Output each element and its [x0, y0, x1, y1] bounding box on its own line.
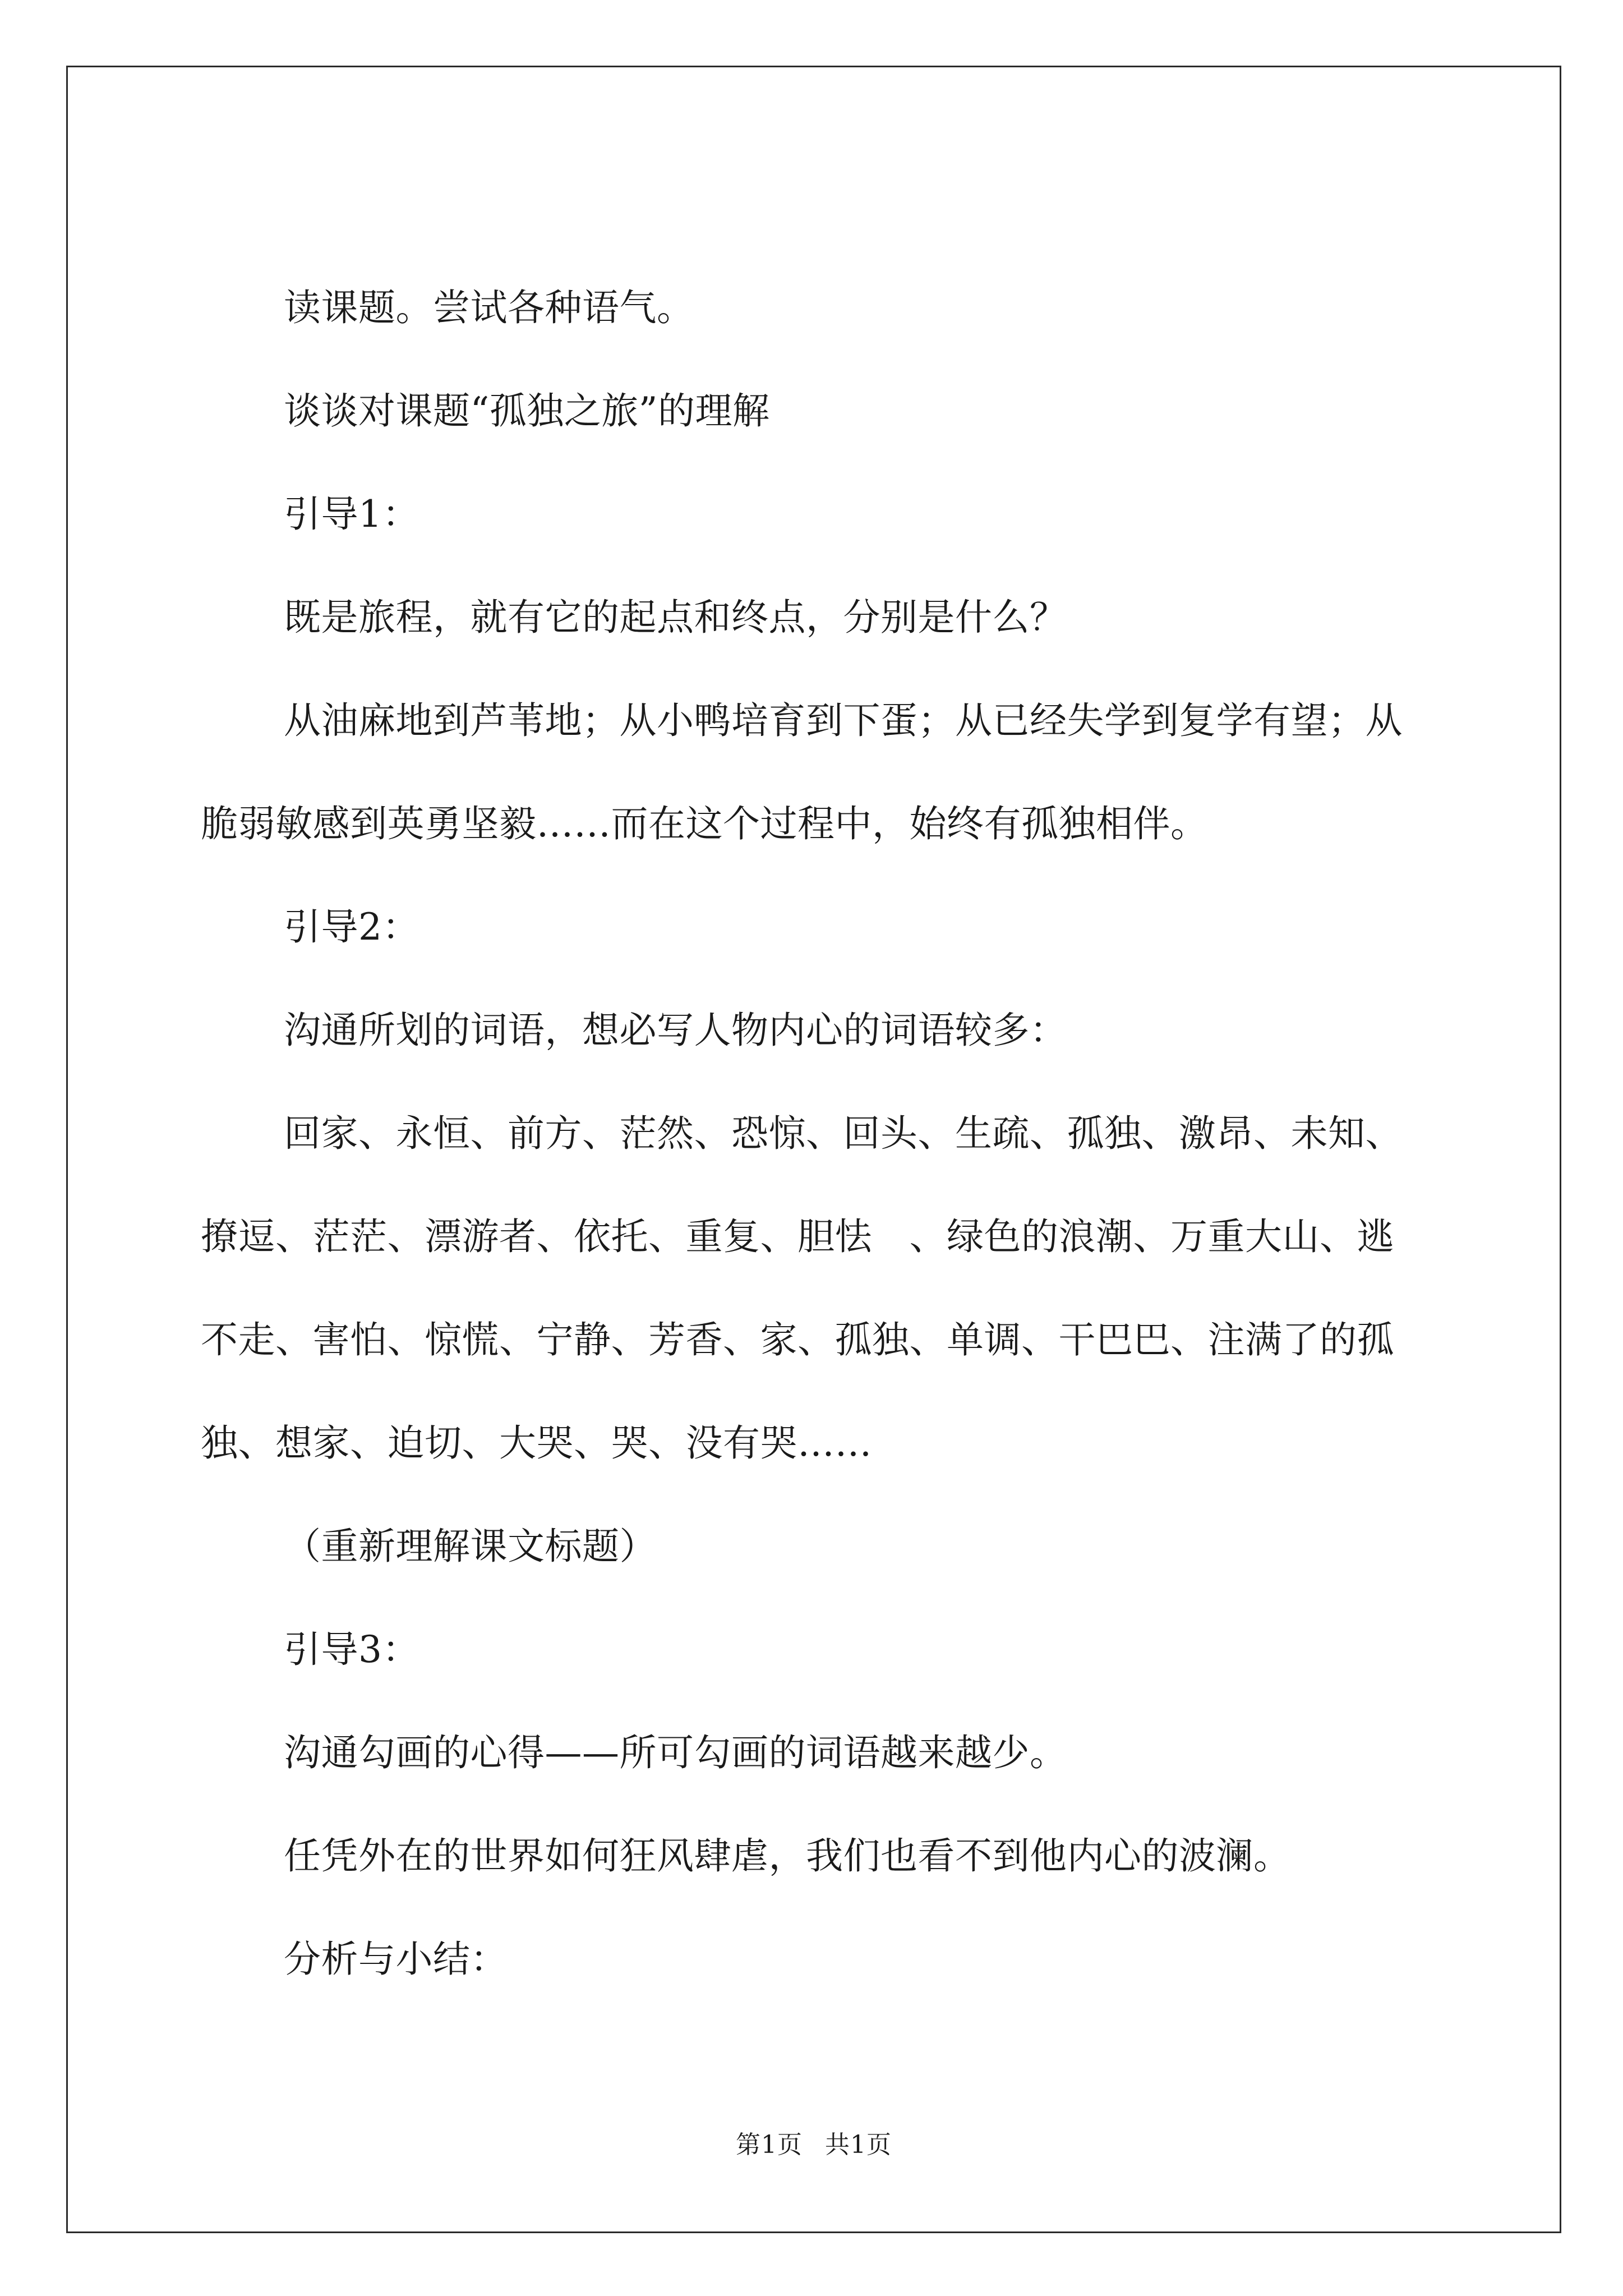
paragraph: 沟通勾画的心得——所可勾画的词语越来越少。 — [284, 1731, 1067, 1774]
paragraph: 引导1： — [284, 493, 419, 536]
paragraph: 引导3： — [284, 1628, 419, 1671]
page-footer — [68, 2124, 1560, 2160]
paragraph: 沟通所划的词语，想必写人物内心的词语较多： — [284, 1009, 1067, 1052]
paragraph: 引导2： — [284, 905, 419, 949]
paragraph: 分析与小结： — [284, 1938, 508, 1981]
paragraph: 从油麻地到芦苇地；从小鸭培育到下蛋；从已经失学到复学有望；从脆弱敏感到英勇坚毅……而在这个过程中，始终有孤独相伴。 — [201, 699, 1403, 845]
paragraph: 既是旅程，就有它的起点和终点，分别是什么？ — [284, 596, 1067, 639]
document-body — [68, 67, 1560, 2231]
page-frame — [66, 66, 1561, 2233]
page-total: 共1页 — [825, 2131, 892, 2159]
paragraph: 读课题。尝试各种语气。 — [284, 286, 694, 329]
paragraph: 回家、永恒、前方、茫然、恐惊、回头、生疏、孤独、激昂、未知、撩逗、茫茫、漂游者、依托、重复、胆怯 、绿色的浪潮、万重大山、逃不走、害怕、惊慌、宁静、芳香、家、孤独、单调、干巴巴、注满了的孤独、想家、迫切、大哭、哭、没有哭…… — [201, 1112, 1403, 1465]
paragraph: （重新理解课文标题） — [284, 1525, 657, 1568]
paragraph: 谈谈对课题“孤独之旅”的理解 — [284, 389, 770, 432]
paragraph: 任凭外在的世界如何狂风肆虐，我们也看不到他内心的波澜。 — [284, 1834, 1291, 1878]
page-number: 第1页 — [736, 2131, 803, 2159]
